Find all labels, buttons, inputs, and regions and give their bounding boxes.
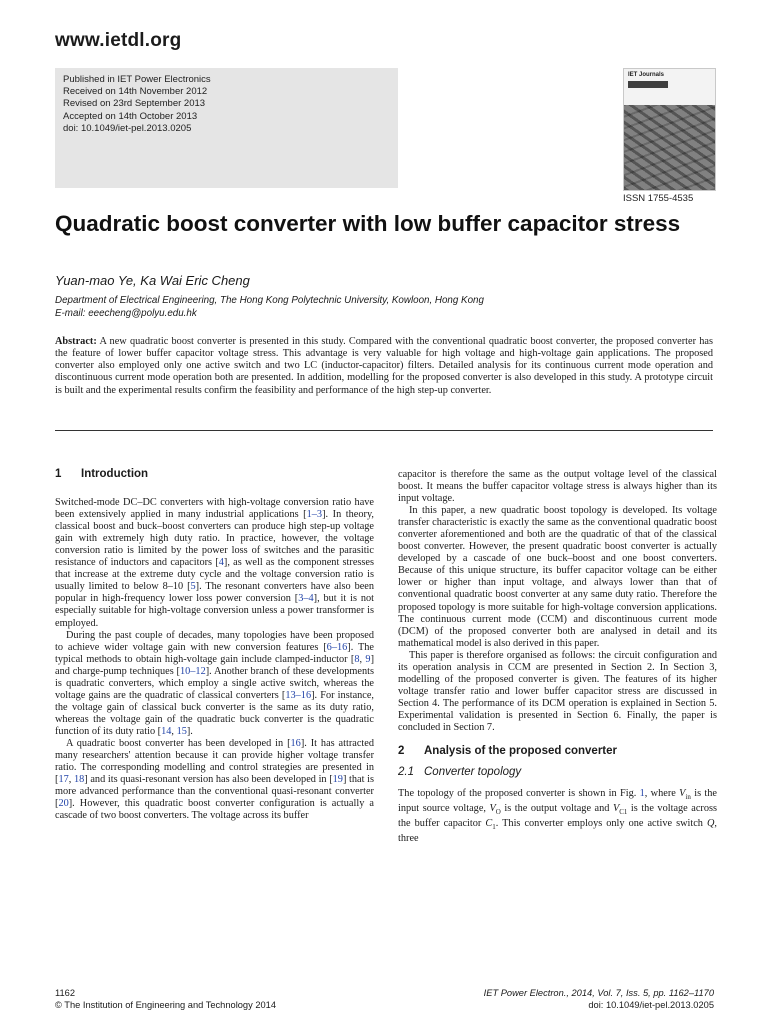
article-title: Quadratic boost converter with low buffer capacitor stress: [55, 211, 681, 236]
abstract-divider: [55, 430, 713, 431]
article-authors: Yuan-mao Ye, Ka Wai Eric Cheng: [55, 273, 250, 288]
subsection-heading-topology: 2.1 Converter topology: [398, 766, 522, 779]
paragraph: Switched-mode DC–DC converters with high-voltage conversion ratio have been extensively applied in many industrial applications [1–3]. In theory, classical boost and buck–boost converters can produce high step-up voltage gain with extremely high duty ratio. In practice, however, the voltage conversion ratio is limited by the power loss of switches and the parasitic resistance of inductors and capacitors [4], as well as the component stresses that increase at the extreme duty cycle and the voltage conversion ratio is usually limited to below 8–10 [5]. The resonant converters have also been popular in high-frequency lower loss power conversion [3–4], but it is not especially suitable for high-voltage conversion unless a power transformer is employed.: [55, 497, 375, 629]
site-url[interactable]: www.ietdl.org: [55, 30, 182, 51]
footer-right: [484, 988, 714, 1011]
paragraph: During the past couple of decades, many topologies have been proposed to achieve wider voltage gain with new conversion features [6–16]. The typical methods to obtain high-voltage gain include clamped-inductor [8, 9] and charge-pump techniques [10–12]. Another branch of these developments is quadratic converters, which employ a single active switch, whereas the voltage gains are the quadratic of classical converters [13–16]. For instance, the voltage gain of classical buck converter is the same as its duty ratio, whereas the voltage gain of the quadratic buck converter is the quadratic function of its duty ratio [14, 15].: [55, 629, 374, 737]
cover-title-band: [628, 81, 668, 88]
cover-brand-logo: IET Journals: [628, 72, 665, 78]
abstract: [55, 336, 713, 397]
section-heading-introduction: 1 Introduction: [55, 468, 149, 480]
page-number: 1162: [55, 988, 75, 998]
email-line[interactable]: E-mail: eeecheng@polyu.edu.hk: [55, 307, 197, 319]
abstract-label: Abstract:: [55, 336, 97, 347]
cover-photo: [624, 105, 715, 190]
paragraph: In this paper, a new quadratic boost topology is developed. Its voltage transfer characteristic is exactly the same as the conventional quadratic boost converter aforementioned and both are the quadratic of that of the classical boost converter. However, the present quadratic boost converter is actually developed by a cascade of one buck–boost and one boost converters. Because of this unique structure, its buffer capacitor voltage can be either lower or higher than input voltage, and always lower than that of conventional quadratic boost converter at any same duty ratio. Therefore the proposed topology is more suitable for high-voltage conversion applications. The continuous current mode (CCM) and discontinuous current mode (DCM) of the proposed converter both are analysed in detail and its mathematical model is also derived in this paper.: [398, 505, 717, 649]
body-column-right: [398, 469, 717, 845]
received-line: Received on 14th November 2012: [63, 86, 208, 98]
paragraph: This paper is therefore organised as follows: the circuit configuration and its operation analysis in CCM are presented in Section 2. In Section 3, modelling of the proposed converter is given. The features of its higher voltage transfer ratio and lower buffer capacitor stress are discussed in Section 4. The performance of its DCM operation is explained in Section 5. Experimental validation is presented in Section 6. Finally, the paper is concluded in Section 7.: [398, 649, 717, 733]
paragraph: The topology of the proposed converter is shown in Fig. 1, where $V_{in}$ is the input source voltage, $V_O$ is the output voltage and $V_{C1}$ is the voltage across the buffer capacitor $C_1$. This converter employs only one active switch Q, three: [398, 788, 717, 845]
publication-info-lines: [63, 74, 211, 135]
footer-doi[interactable]: doi: 10.1049/iet-pel.2013.0205: [588, 999, 714, 1010]
journal-cover-image: [623, 68, 716, 191]
issn: ISSN 1755-4535: [623, 193, 694, 204]
publication-info-box: [55, 68, 398, 188]
abstract-text: A new quadratic boost converter is presented in this study. Compared with the conventional quadratic boost converter, the proposed converter has the feature of lower buffer capacitor voltage stress. This advantage is very valuable for high voltage and high-voltage gain applications. The proposed converter also employed only one active switch and two LC (inductor-capacitor) filters. Detailed analysis for its continuous current mode operation and discontinuous current mode operation both are presented. In addition, modelling for the proposed converter is also developed in this study. A prototype circuit is built and the experimental results confirm the feasibility and performance of the high step-up converter.: [55, 336, 713, 396]
body-column-left: [55, 468, 374, 822]
doi-line[interactable]: doi: 10.1049/iet-pel.2013.0205: [63, 122, 192, 134]
author-affiliation: [55, 295, 484, 320]
paragraph: capacitor is therefore the same as the output voltage level of the classical boost. It means the buffer capacitor voltage stress is always higher than its input voltage.: [398, 469, 717, 505]
accepted-line: Accepted on 14th October 2013: [63, 110, 198, 122]
published-in-line: Published in IET Power Electronics: [63, 74, 211, 85]
affiliation-line: Department of Electrical Engineering, The Hong Kong Polytechnic University, Kowloon, Hong Kong: [55, 295, 484, 306]
footer-left: [55, 988, 276, 1011]
copyright: © The Institution of Engineering and Technology 2014: [55, 999, 277, 1010]
revised-line: Revised on 23rd September 2013: [63, 98, 206, 110]
section-heading-analysis: 2 Analysis of the proposed converter: [398, 745, 617, 758]
paragraph: A quadratic boost converter has been developed in [16]. It has attracted many researchers' attention because it can provide higher voltage transfer ratio. The corresponding modelling and control strategies are presented in [17, 18] and its quasi-resonant version has also been developed in [19] that is more advanced performance than the conventional quasi-resonant converter [20]. However, this quadratic boost converter configuration is actually a cascade of two boost converters. The voltage across its buffer: [55, 737, 375, 822]
citation: IET Power Electron., 2014, Vol. 7, Iss. 5, pp. 1162–1170: [483, 988, 714, 998]
